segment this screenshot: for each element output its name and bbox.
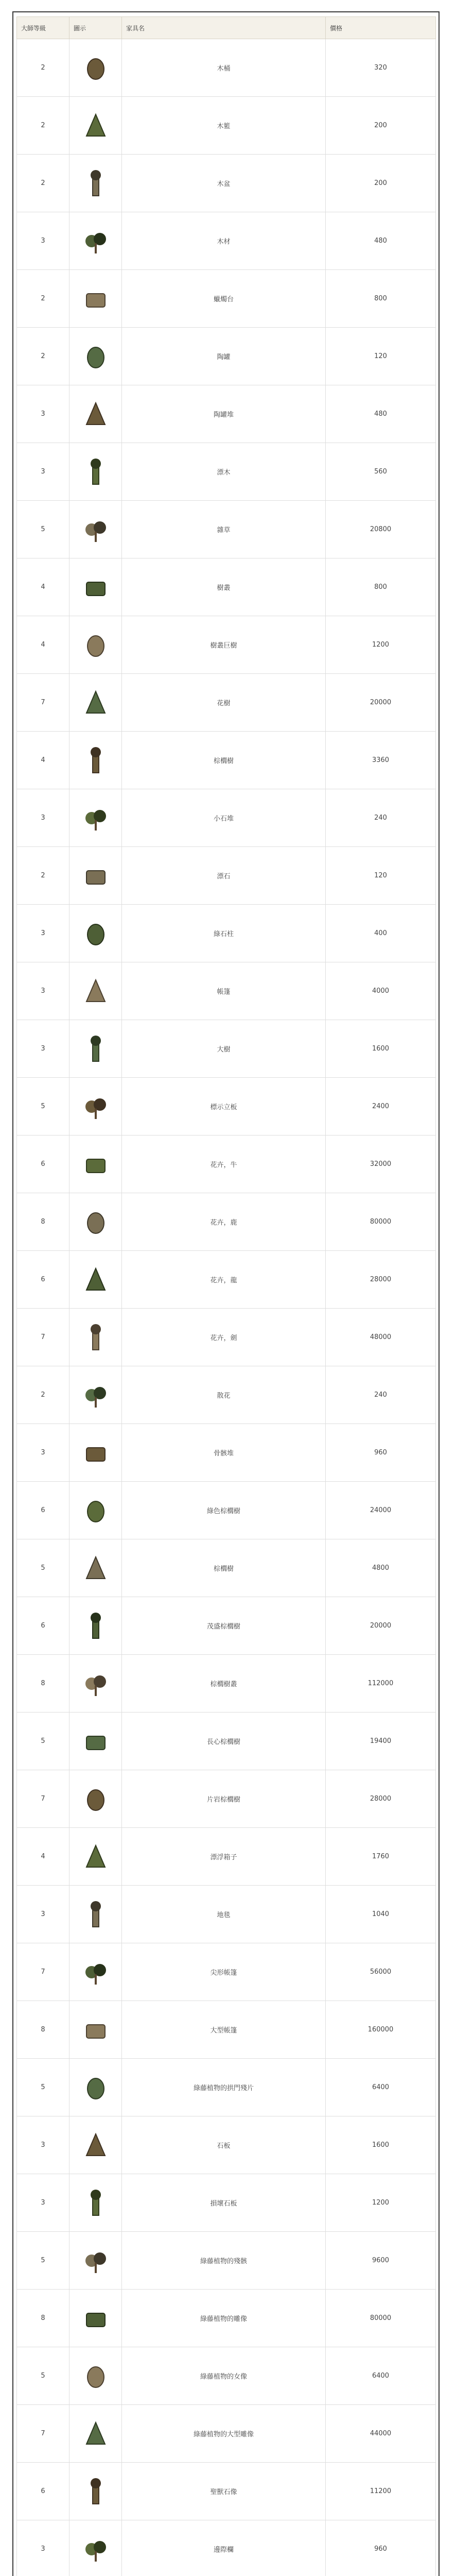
cell-price: 320: [326, 39, 436, 97]
flower-dragon-icon: [80, 1264, 111, 1295]
cell-level: 3: [17, 2520, 69, 2576]
table-row: [17, 2463, 436, 2520]
cell-price: 20000: [326, 1597, 436, 1655]
cell-image: [69, 732, 122, 789]
cell-image: [69, 270, 122, 328]
table-row: [17, 2520, 436, 2576]
clay-jar-icon: [80, 341, 111, 372]
cell-price: 32000: [326, 1136, 436, 1193]
cell-image: [69, 1193, 122, 1251]
cell-image: [69, 789, 122, 847]
cell-name: 樹叢巨樹: [122, 616, 326, 674]
cell-image: [69, 1655, 122, 1713]
cell-price: 120: [326, 328, 436, 385]
table-row: [17, 616, 436, 674]
cell-level: 3: [17, 212, 69, 270]
candle-stand-icon: [80, 283, 111, 314]
table-row: [17, 1251, 436, 1309]
cell-image: [69, 1770, 122, 1828]
broken-slab-icon: [80, 2188, 111, 2218]
table-row: [17, 2174, 436, 2232]
cell-image: [69, 674, 122, 732]
vine-big-statue-icon: [80, 2418, 111, 2449]
lumber-icon: [80, 226, 111, 257]
basket-icon: [80, 110, 111, 141]
cell-name: 雜草: [122, 501, 326, 558]
cell-image: [69, 443, 122, 501]
cell-price: 20800: [326, 501, 436, 558]
table-row: [17, 2347, 436, 2405]
cell-level: 6: [17, 1597, 69, 1655]
heart-palm-icon: [80, 1726, 111, 1757]
cell-level: 2: [17, 1366, 69, 1424]
cell-name: 綠藤植物的大型雕像: [122, 2405, 326, 2463]
cell-price: 19400: [326, 1713, 436, 1770]
table-row: [17, 789, 436, 847]
cell-image: [69, 385, 122, 443]
cell-name: 地毯: [122, 1886, 326, 1943]
cell-name: 骨骸堆: [122, 1424, 326, 1482]
cell-price: 28000: [326, 1251, 436, 1309]
cell-price: 1200: [326, 2174, 436, 2232]
table-row: [17, 1943, 436, 2001]
cell-name: 綠藤植物的女像: [122, 2347, 326, 2405]
cell-price: 560: [326, 443, 436, 501]
header-name: 家具名: [122, 17, 326, 39]
cell-image: [69, 2059, 122, 2116]
table-row: [17, 443, 436, 501]
cell-name: 棕櫚樹: [122, 1539, 326, 1597]
cell-price: 11200: [326, 2463, 436, 2520]
tent-icon: [80, 976, 111, 1007]
cell-name: 散花: [122, 1366, 326, 1424]
cell-level: 5: [17, 1078, 69, 1136]
signboard-icon: [80, 1091, 111, 1122]
cell-image: [69, 847, 122, 905]
rock-palm-icon: [80, 1784, 111, 1815]
cell-name: 漂木: [122, 443, 326, 501]
cell-price: 240: [326, 1366, 436, 1424]
cell-name: 花卉，劍: [122, 1309, 326, 1366]
table-row: [17, 1770, 436, 1828]
cell-level: 2: [17, 328, 69, 385]
cell-price: 20000: [326, 674, 436, 732]
table-row: [17, 1713, 436, 1770]
cell-level: 6: [17, 1251, 69, 1309]
header-image: 圖示: [69, 17, 122, 39]
jar-pile-icon: [80, 399, 111, 430]
cell-price: 4800: [326, 1539, 436, 1597]
small-rocks-icon: [80, 803, 111, 834]
cell-image: [69, 1482, 122, 1539]
stone-slab-icon: [80, 2130, 111, 2161]
header-level: 大師等級: [17, 17, 69, 39]
bone-pile-icon: [80, 1437, 111, 1468]
table-row: [17, 1539, 436, 1597]
flower-cow-icon: [80, 1149, 111, 1180]
cell-image: [69, 1136, 122, 1193]
cell-level: 2: [17, 97, 69, 155]
vine-woman-icon: [80, 2361, 111, 2392]
floating-box-icon: [80, 1841, 111, 1872]
cell-price: 240: [326, 789, 436, 847]
cell-name: 棕櫚樹叢: [122, 1655, 326, 1713]
cell-name: 陶罐堆: [122, 385, 326, 443]
cell-name: 漂浮箱子: [122, 1828, 326, 1886]
cell-price: 80000: [326, 2290, 436, 2347]
cell-price: 28000: [326, 1770, 436, 1828]
cell-name: 花卉，龍: [122, 1251, 326, 1309]
cell-name: 陶罐: [122, 328, 326, 385]
table-row: [17, 1193, 436, 1251]
cell-price: 480: [326, 385, 436, 443]
cell-name: 花卉，牛: [122, 1136, 326, 1193]
cell-image: [69, 1597, 122, 1655]
cell-name: 木桶: [122, 39, 326, 97]
cell-name: 石板: [122, 2116, 326, 2174]
palm-grove-icon: [80, 1668, 111, 1699]
cell-level: 4: [17, 732, 69, 789]
cell-price: 800: [326, 558, 436, 616]
cell-price: 200: [326, 97, 436, 155]
cell-price: 1040: [326, 1886, 436, 1943]
table-row: [17, 1482, 436, 1539]
cell-price: 80000: [326, 1193, 436, 1251]
table-row: [17, 270, 436, 328]
beast-statue-icon: [80, 2476, 111, 2507]
lush-palm-icon: [80, 1611, 111, 1641]
table-row: [17, 674, 436, 732]
cell-price: 48000: [326, 1309, 436, 1366]
cell-name: 花樹: [122, 674, 326, 732]
table-row: [17, 1828, 436, 1886]
cell-level: 7: [17, 2405, 69, 2463]
cell-price: 3360: [326, 732, 436, 789]
furniture-table: [16, 16, 436, 2576]
cell-price: 480: [326, 212, 436, 270]
table-row: [17, 1655, 436, 1713]
cell-price: 800: [326, 270, 436, 328]
cell-level: 6: [17, 1136, 69, 1193]
cell-level: 7: [17, 674, 69, 732]
vine-statue-icon: [80, 2303, 111, 2334]
vine-arch-icon: [80, 2072, 111, 2103]
cell-level: 5: [17, 1539, 69, 1597]
cell-image: [69, 155, 122, 212]
cell-image: [69, 1424, 122, 1482]
cell-level: 3: [17, 1886, 69, 1943]
rug-icon: [80, 1899, 111, 1930]
cell-price: 1600: [326, 2116, 436, 2174]
cell-image: [69, 328, 122, 385]
cell-price: 112000: [326, 1655, 436, 1713]
cell-level: 3: [17, 789, 69, 847]
cell-level: 5: [17, 501, 69, 558]
cell-name: 損壞石板: [122, 2174, 326, 2232]
cell-name: 片岩棕櫚樹: [122, 1770, 326, 1828]
header-price: 價格: [326, 17, 436, 39]
cell-price: 120: [326, 847, 436, 905]
cell-price: 4000: [326, 962, 436, 1020]
cell-level: 3: [17, 962, 69, 1020]
cell-name: 長心棕櫚樹: [122, 1713, 326, 1770]
table-row: [17, 501, 436, 558]
table-row: [17, 2116, 436, 2174]
cell-price: 6400: [326, 2347, 436, 2405]
table-row: [17, 385, 436, 443]
cell-price: 9600: [326, 2232, 436, 2290]
table-row: [17, 1020, 436, 1078]
cell-price: 960: [326, 1424, 436, 1482]
table-row: [17, 328, 436, 385]
palm-icon: [80, 745, 111, 776]
table-row: [17, 2290, 436, 2347]
cell-image: [69, 212, 122, 270]
cell-name: 帳篷: [122, 962, 326, 1020]
cell-level: 2: [17, 39, 69, 97]
wood-tub-icon: [80, 168, 111, 199]
cell-image: [69, 2290, 122, 2347]
cell-name: 木材: [122, 212, 326, 270]
cell-image: [69, 1943, 122, 2001]
cell-price: 24000: [326, 1482, 436, 1539]
cell-image: [69, 2347, 122, 2405]
large-tent-icon: [80, 2014, 111, 2045]
table-row: [17, 1136, 436, 1193]
vine-ruin-icon: [80, 2245, 111, 2276]
table-row: [17, 558, 436, 616]
flower-sword-icon: [80, 1322, 111, 1353]
table-row: [17, 905, 436, 962]
cell-level: 3: [17, 1020, 69, 1078]
cell-price: 6400: [326, 2059, 436, 2116]
cell-image: [69, 39, 122, 97]
cell-image: [69, 616, 122, 674]
cell-name: 大型帳篷: [122, 2001, 326, 2059]
cell-price: 960: [326, 2520, 436, 2576]
cell-price: 56000: [326, 1943, 436, 2001]
table-row: [17, 1366, 436, 1424]
cell-level: 8: [17, 1193, 69, 1251]
cell-level: 5: [17, 2347, 69, 2405]
cell-name: 標示立板: [122, 1078, 326, 1136]
table-row: [17, 2405, 436, 2463]
table-row: [17, 732, 436, 789]
table-row: [17, 1424, 436, 1482]
cell-price: 200: [326, 155, 436, 212]
cell-image: [69, 1251, 122, 1309]
cell-image: [69, 1713, 122, 1770]
stone-pillars-icon: [80, 918, 111, 949]
cell-image: [69, 2232, 122, 2290]
cell-price: 160000: [326, 2001, 436, 2059]
cell-level: 3: [17, 385, 69, 443]
cell-level: 7: [17, 1943, 69, 2001]
cell-price: 1600: [326, 1020, 436, 1078]
table-row: [17, 847, 436, 905]
cell-name: 綠石柱: [122, 905, 326, 962]
palm-small-icon: [80, 1553, 111, 1584]
cell-name: 木籃: [122, 97, 326, 155]
cell-price: 1760: [326, 1828, 436, 1886]
cell-level: 3: [17, 905, 69, 962]
cell-level: 8: [17, 2290, 69, 2347]
cell-name: 蠟燭台: [122, 270, 326, 328]
cell-level: 5: [17, 1713, 69, 1770]
cell-level: 7: [17, 1770, 69, 1828]
table-row: [17, 962, 436, 1020]
driftwood-icon: [80, 456, 111, 487]
cell-level: 5: [17, 2232, 69, 2290]
cell-price: 1200: [326, 616, 436, 674]
cell-image: [69, 1366, 122, 1424]
cell-image: [69, 2463, 122, 2520]
table-row: [17, 97, 436, 155]
cell-price: 400: [326, 905, 436, 962]
table-row: [17, 39, 436, 97]
cell-name: 樹叢: [122, 558, 326, 616]
cell-level: 3: [17, 2116, 69, 2174]
wood-barrel-icon: [80, 53, 111, 83]
side-stand-icon: [80, 2534, 111, 2565]
cell-level: 8: [17, 1655, 69, 1713]
cell-image: [69, 2174, 122, 2232]
cell-level: 3: [17, 443, 69, 501]
cell-image: [69, 2405, 122, 2463]
cell-level: 3: [17, 1424, 69, 1482]
table-row: [17, 1078, 436, 1136]
cell-image: [69, 1078, 122, 1136]
cell-name: 棕櫚樹: [122, 732, 326, 789]
cell-level: 2: [17, 270, 69, 328]
cell-name: 綠藤植物的雕像: [122, 2290, 326, 2347]
flower-tree-icon: [80, 687, 111, 718]
cell-image: [69, 1309, 122, 1366]
table-row: [17, 2232, 436, 2290]
table-row: [17, 1597, 436, 1655]
cell-level: 6: [17, 1482, 69, 1539]
cell-name: 漂石: [122, 847, 326, 905]
furniture-table-frame: [12, 11, 440, 2576]
cell-name: 木盆: [122, 155, 326, 212]
cell-name: 邊際欄: [122, 2520, 326, 2576]
table-row: [17, 1309, 436, 1366]
cell-name: 綠藤植物的拱門殘片: [122, 2059, 326, 2116]
big-tree-icon: [80, 1033, 111, 1064]
cell-name: 茂盛棕櫚樹: [122, 1597, 326, 1655]
cell-image: [69, 1020, 122, 1078]
cell-name: 綠色棕櫚樹: [122, 1482, 326, 1539]
weeds-icon: [80, 514, 111, 545]
green-palm-icon: [80, 1495, 111, 1526]
bush-icon: [80, 572, 111, 603]
cell-image: [69, 97, 122, 155]
cell-price: 2400: [326, 1078, 436, 1136]
cell-name: 花卉，鹿: [122, 1193, 326, 1251]
cell-image: [69, 501, 122, 558]
cell-level: 2: [17, 847, 69, 905]
cell-level: 5: [17, 2059, 69, 2116]
cell-level: 2: [17, 155, 69, 212]
table-row: [17, 2001, 436, 2059]
cell-name: 聖獸石像: [122, 2463, 326, 2520]
cell-price: 44000: [326, 2405, 436, 2463]
flower-deer-icon: [80, 1207, 111, 1238]
table-row: [17, 212, 436, 270]
table-row: [17, 2059, 436, 2116]
table-header-row: [17, 17, 436, 39]
cell-image: [69, 558, 122, 616]
table-row: [17, 1886, 436, 1943]
cell-level: 6: [17, 2463, 69, 2520]
cell-level: 7: [17, 1309, 69, 1366]
cell-level: 4: [17, 616, 69, 674]
cell-image: [69, 1886, 122, 1943]
pointed-tent-icon: [80, 1957, 111, 1988]
cell-image: [69, 962, 122, 1020]
table-row: [17, 155, 436, 212]
cell-level: 3: [17, 2174, 69, 2232]
cell-name: 大樹: [122, 1020, 326, 1078]
cell-name: 尖形帳篷: [122, 1943, 326, 2001]
scattered-flowers-icon: [80, 1380, 111, 1411]
cell-image: [69, 1539, 122, 1597]
cell-level: 8: [17, 2001, 69, 2059]
cell-level: 4: [17, 558, 69, 616]
cell-image: [69, 2520, 122, 2576]
cell-level: 4: [17, 1828, 69, 1886]
boulder-icon: [80, 860, 111, 891]
cell-name: 小石堆: [122, 789, 326, 847]
cell-name: 綠藤植物的殘骸: [122, 2232, 326, 2290]
cell-image: [69, 1828, 122, 1886]
cell-image: [69, 905, 122, 962]
bush-tree-icon: [80, 630, 111, 660]
cell-image: [69, 2116, 122, 2174]
cell-image: [69, 2001, 122, 2059]
